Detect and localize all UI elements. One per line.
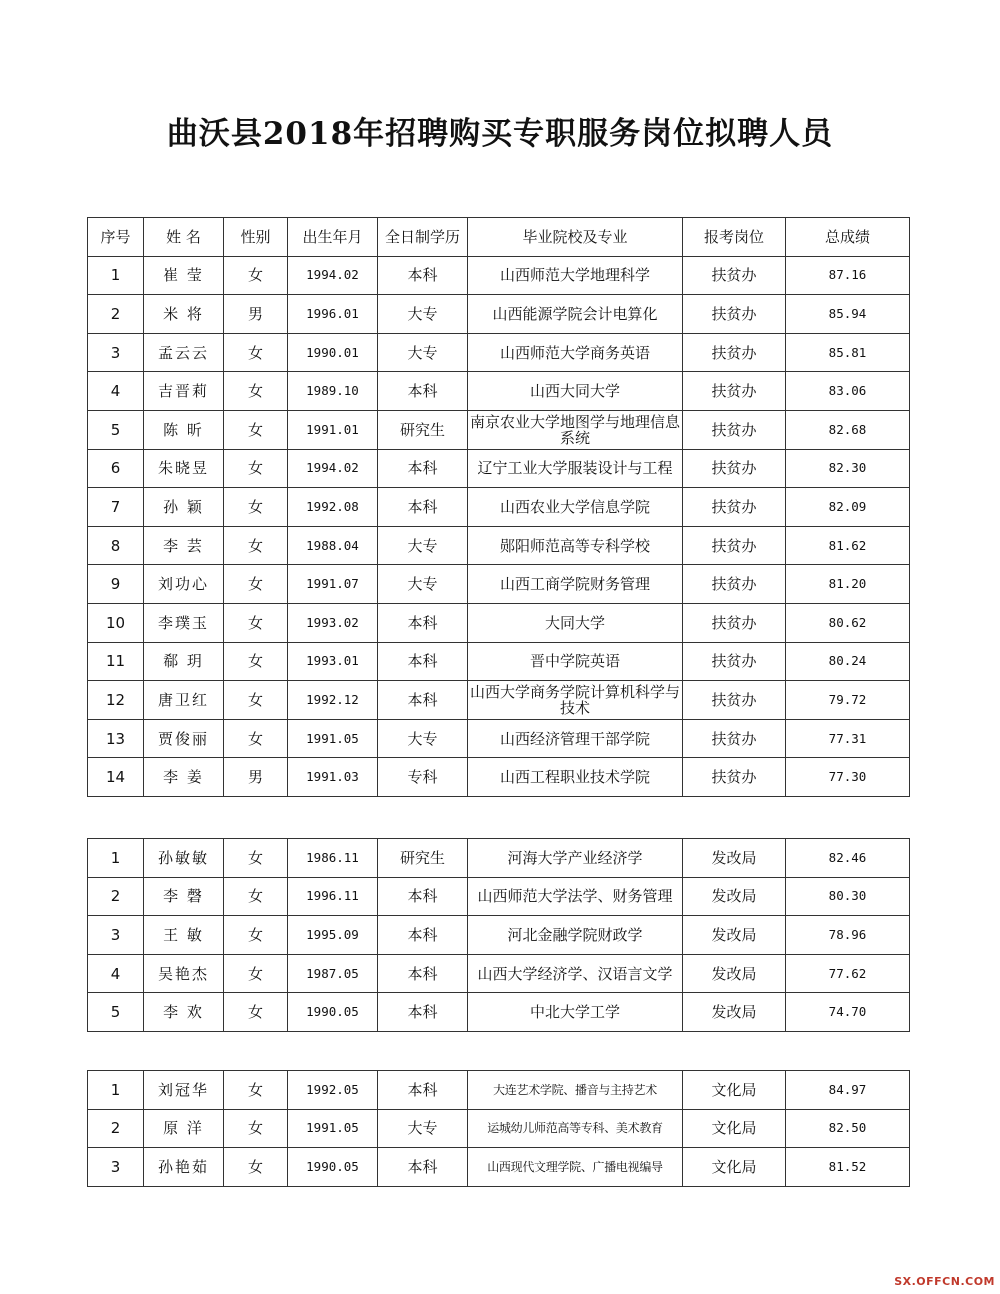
col-birth: 1987.05 (288, 954, 378, 993)
table-row (88, 410, 910, 449)
table-row (88, 526, 910, 565)
col-education: 大专 (378, 1109, 468, 1148)
col-score: 77.62 (786, 954, 910, 993)
col-name: 贾俊丽 (144, 719, 224, 758)
col-birth: 1991.07 (288, 565, 378, 604)
col-position: 扶贫办 (683, 449, 786, 488)
col-education: 研究生 (378, 410, 468, 449)
col-education: 研究生 (378, 839, 468, 878)
col-score: 78.96 (786, 916, 910, 955)
col-index: 14 (88, 758, 144, 797)
table-row (88, 916, 910, 955)
col-name: 朱晓昱 (144, 449, 224, 488)
col-name: 吴艳杰 (144, 954, 224, 993)
col-education: 专科 (378, 758, 468, 797)
col-school-major: 山西师范大学地理科学 (468, 256, 683, 295)
col-birth: 1990.01 (288, 333, 378, 372)
table-row (88, 449, 910, 488)
col-education: 本科 (378, 681, 468, 720)
col-school-major: 运城幼儿师范高等专科、美术教育 (468, 1109, 683, 1148)
col-name: 郗 玥 (144, 642, 224, 681)
col-birth: 1992.08 (288, 488, 378, 527)
col-school-major: 辽宁工业大学服装设计与工程 (468, 449, 683, 488)
watermark: SX.OFFCN.COM (894, 1275, 995, 1288)
col-position: 扶贫办 (683, 526, 786, 565)
table-row (88, 565, 910, 604)
col-gender: 女 (224, 916, 288, 955)
col-school-major: 山西能源学院会计电算化 (468, 295, 683, 334)
table-row (88, 719, 910, 758)
col-school-major: 河北金融学院财政学 (468, 916, 683, 955)
col-education: 本科 (378, 488, 468, 527)
col-gender: 女 (224, 488, 288, 527)
col-score: 85.81 (786, 333, 910, 372)
col-name: 唐卫红 (144, 681, 224, 720)
col-index: 2 (88, 1109, 144, 1148)
table-row (88, 372, 910, 411)
col-index: 10 (88, 603, 144, 642)
col-score: 81.62 (786, 526, 910, 565)
col-position: 扶贫办 (683, 719, 786, 758)
col-school-major: 山西工程职业技术学院 (468, 758, 683, 797)
col-index: 12 (88, 681, 144, 720)
candidate-table-poverty-office (87, 217, 910, 797)
col-position: 发改局 (683, 993, 786, 1032)
col-gender: 女 (224, 1148, 288, 1187)
col-name: 崔 莹 (144, 256, 224, 295)
col-position: 扶贫办 (683, 295, 786, 334)
col-name: 李璞玉 (144, 603, 224, 642)
col-education: 大专 (378, 526, 468, 565)
col-birth: 1990.05 (288, 993, 378, 1032)
col-position: 扶贫办 (683, 681, 786, 720)
col-score: 81.20 (786, 565, 910, 604)
col-index: 6 (88, 449, 144, 488)
table-row (88, 488, 910, 527)
table-row (88, 1109, 910, 1148)
col-gender: 女 (224, 839, 288, 878)
col-school-major: 大连艺术学院、播音与主持艺术 (468, 1071, 683, 1110)
col-education: 本科 (378, 449, 468, 488)
col-score: 87.16 (786, 256, 910, 295)
col-index: 2 (88, 877, 144, 916)
col-birth: 1990.05 (288, 1148, 378, 1187)
header-col-birth: 出生年月 (288, 218, 378, 257)
col-school-major: 山西工商学院财务管理 (468, 565, 683, 604)
col-index: 3 (88, 916, 144, 955)
table-row (88, 681, 910, 720)
header-col-education: 全日制学历 (378, 218, 468, 257)
col-education: 本科 (378, 1071, 468, 1110)
col-birth: 1993.01 (288, 642, 378, 681)
col-position: 扶贫办 (683, 603, 786, 642)
table-row (88, 993, 910, 1032)
col-school-major: 南京农业大学地图学与地理信息系统 (468, 410, 683, 449)
candidate-table-culture-bureau (87, 1070, 910, 1187)
col-gender: 女 (224, 993, 288, 1032)
col-school-major: 山西师范大学商务英语 (468, 333, 683, 372)
col-education: 大专 (378, 333, 468, 372)
col-name: 刘冠华 (144, 1071, 224, 1110)
col-index: 1 (88, 256, 144, 295)
col-birth: 1994.02 (288, 449, 378, 488)
col-score: 82.46 (786, 839, 910, 878)
col-score: 83.06 (786, 372, 910, 411)
col-index: 13 (88, 719, 144, 758)
col-school-major: 山西大学商务学院计算机科学与技术 (468, 681, 683, 720)
col-position: 扶贫办 (683, 565, 786, 604)
col-position: 发改局 (683, 877, 786, 916)
col-education: 大专 (378, 719, 468, 758)
col-position: 扶贫办 (683, 758, 786, 797)
col-education: 大专 (378, 565, 468, 604)
header-col-name: 姓 名 (144, 218, 224, 257)
col-birth: 1995.09 (288, 916, 378, 955)
table-row (88, 603, 910, 642)
col-index: 1 (88, 839, 144, 878)
col-birth: 1993.02 (288, 603, 378, 642)
col-gender: 男 (224, 295, 288, 334)
page-title: 曲沃县2018年招聘购买专职服务岗位拟聘人员 (166, 116, 834, 152)
col-score: 77.31 (786, 719, 910, 758)
col-gender: 女 (224, 642, 288, 681)
col-education: 本科 (378, 256, 468, 295)
col-education: 本科 (378, 877, 468, 916)
col-index: 5 (88, 410, 144, 449)
col-index: 5 (88, 993, 144, 1032)
col-index: 7 (88, 488, 144, 527)
col-gender: 女 (224, 603, 288, 642)
col-gender: 女 (224, 333, 288, 372)
col-name: 李 磬 (144, 877, 224, 916)
col-score: 79.72 (786, 681, 910, 720)
col-gender: 女 (224, 565, 288, 604)
col-school-major: 大同大学 (468, 603, 683, 642)
col-name: 李 欢 (144, 993, 224, 1032)
col-index: 9 (88, 565, 144, 604)
col-birth: 1996.11 (288, 877, 378, 916)
col-school-major: 山西经济管理干部学院 (468, 719, 683, 758)
col-name: 陈 昕 (144, 410, 224, 449)
col-score: 82.68 (786, 410, 910, 449)
table-row (88, 1148, 910, 1187)
col-education: 本科 (378, 642, 468, 681)
col-school-major: 河海大学产业经济学 (468, 839, 683, 878)
col-name: 吉晋莉 (144, 372, 224, 411)
col-name: 刘功心 (144, 565, 224, 604)
col-education: 本科 (378, 916, 468, 955)
col-name: 李 姜 (144, 758, 224, 797)
col-gender: 女 (224, 256, 288, 295)
col-birth: 1992.05 (288, 1071, 378, 1110)
col-name: 孙 颖 (144, 488, 224, 527)
col-birth: 1994.02 (288, 256, 378, 295)
col-score: 80.62 (786, 603, 910, 642)
col-position: 扶贫办 (683, 410, 786, 449)
table-row (88, 839, 910, 878)
header-col-index: 序号 (88, 218, 144, 257)
col-position: 扶贫办 (683, 333, 786, 372)
col-score: 84.97 (786, 1071, 910, 1110)
col-gender: 女 (224, 877, 288, 916)
col-gender: 女 (224, 449, 288, 488)
candidate-table-development-bureau (87, 838, 910, 1032)
col-score: 81.52 (786, 1148, 910, 1187)
col-gender: 女 (224, 526, 288, 565)
col-score: 74.70 (786, 993, 910, 1032)
col-score: 82.09 (786, 488, 910, 527)
col-score: 82.30 (786, 449, 910, 488)
header-col-school-major: 毕业院校及专业 (468, 218, 683, 257)
col-index: 2 (88, 295, 144, 334)
col-score: 80.24 (786, 642, 910, 681)
col-birth: 1991.05 (288, 719, 378, 758)
col-position: 发改局 (683, 954, 786, 993)
col-education: 本科 (378, 603, 468, 642)
col-school-major: 山西农业大学信息学院 (468, 488, 683, 527)
col-name: 李 芸 (144, 526, 224, 565)
table-row (88, 256, 910, 295)
header-col-score: 总成绩 (786, 218, 910, 257)
col-name: 孟云云 (144, 333, 224, 372)
col-position: 扶贫办 (683, 256, 786, 295)
col-education: 本科 (378, 1148, 468, 1187)
col-index: 4 (88, 372, 144, 411)
table-row (88, 642, 910, 681)
col-gender: 男 (224, 758, 288, 797)
col-gender: 女 (224, 719, 288, 758)
col-index: 3 (88, 333, 144, 372)
col-gender: 女 (224, 1109, 288, 1148)
col-gender: 女 (224, 681, 288, 720)
col-school-major: 山西师范大学法学、财务管理 (468, 877, 683, 916)
col-education: 本科 (378, 954, 468, 993)
col-score: 82.50 (786, 1109, 910, 1148)
col-birth: 1991.05 (288, 1109, 378, 1148)
col-score: 85.94 (786, 295, 910, 334)
col-index: 3 (88, 1148, 144, 1187)
table-row (88, 333, 910, 372)
col-position: 扶贫办 (683, 488, 786, 527)
col-education: 本科 (378, 993, 468, 1032)
col-gender: 女 (224, 372, 288, 411)
header-col-gender: 性别 (224, 218, 288, 257)
col-education: 大专 (378, 295, 468, 334)
table-row (88, 1071, 910, 1110)
col-position: 扶贫办 (683, 642, 786, 681)
col-index: 1 (88, 1071, 144, 1110)
col-birth: 1991.03 (288, 758, 378, 797)
table-row (88, 758, 910, 797)
table-row (88, 954, 910, 993)
col-gender: 女 (224, 954, 288, 993)
col-score: 80.30 (786, 877, 910, 916)
col-birth: 1988.04 (288, 526, 378, 565)
col-position: 文化局 (683, 1071, 786, 1110)
col-gender: 女 (224, 1071, 288, 1110)
table-row (88, 295, 910, 334)
col-birth: 1986.11 (288, 839, 378, 878)
col-position: 发改局 (683, 839, 786, 878)
col-school-major: 山西大同大学 (468, 372, 683, 411)
col-school-major: 晋中学院英语 (468, 642, 683, 681)
col-birth: 1989.10 (288, 372, 378, 411)
col-index: 8 (88, 526, 144, 565)
col-position: 文化局 (683, 1109, 786, 1148)
col-school-major: 郧阳师范高等专科学校 (468, 526, 683, 565)
col-gender: 女 (224, 410, 288, 449)
col-education: 本科 (378, 372, 468, 411)
col-name: 孙艳茹 (144, 1148, 224, 1187)
col-birth: 1991.01 (288, 410, 378, 449)
col-birth: 1992.12 (288, 681, 378, 720)
col-position: 文化局 (683, 1148, 786, 1187)
header-col-position: 报考岗位 (683, 218, 786, 257)
col-index: 4 (88, 954, 144, 993)
col-name: 米 将 (144, 295, 224, 334)
table-header-row (88, 218, 910, 257)
col-position: 发改局 (683, 916, 786, 955)
col-index: 11 (88, 642, 144, 681)
col-score: 77.30 (786, 758, 910, 797)
col-name: 原 洋 (144, 1109, 224, 1148)
col-name: 王 敏 (144, 916, 224, 955)
col-position: 扶贫办 (683, 372, 786, 411)
col-school-major: 山西现代文理学院、广播电视编导 (468, 1148, 683, 1187)
col-birth: 1996.01 (288, 295, 378, 334)
col-school-major: 山西大学经济学、汉语言文学 (468, 954, 683, 993)
col-name: 孙敏敏 (144, 839, 224, 878)
table-row (88, 877, 910, 916)
col-school-major: 中北大学工学 (468, 993, 683, 1032)
